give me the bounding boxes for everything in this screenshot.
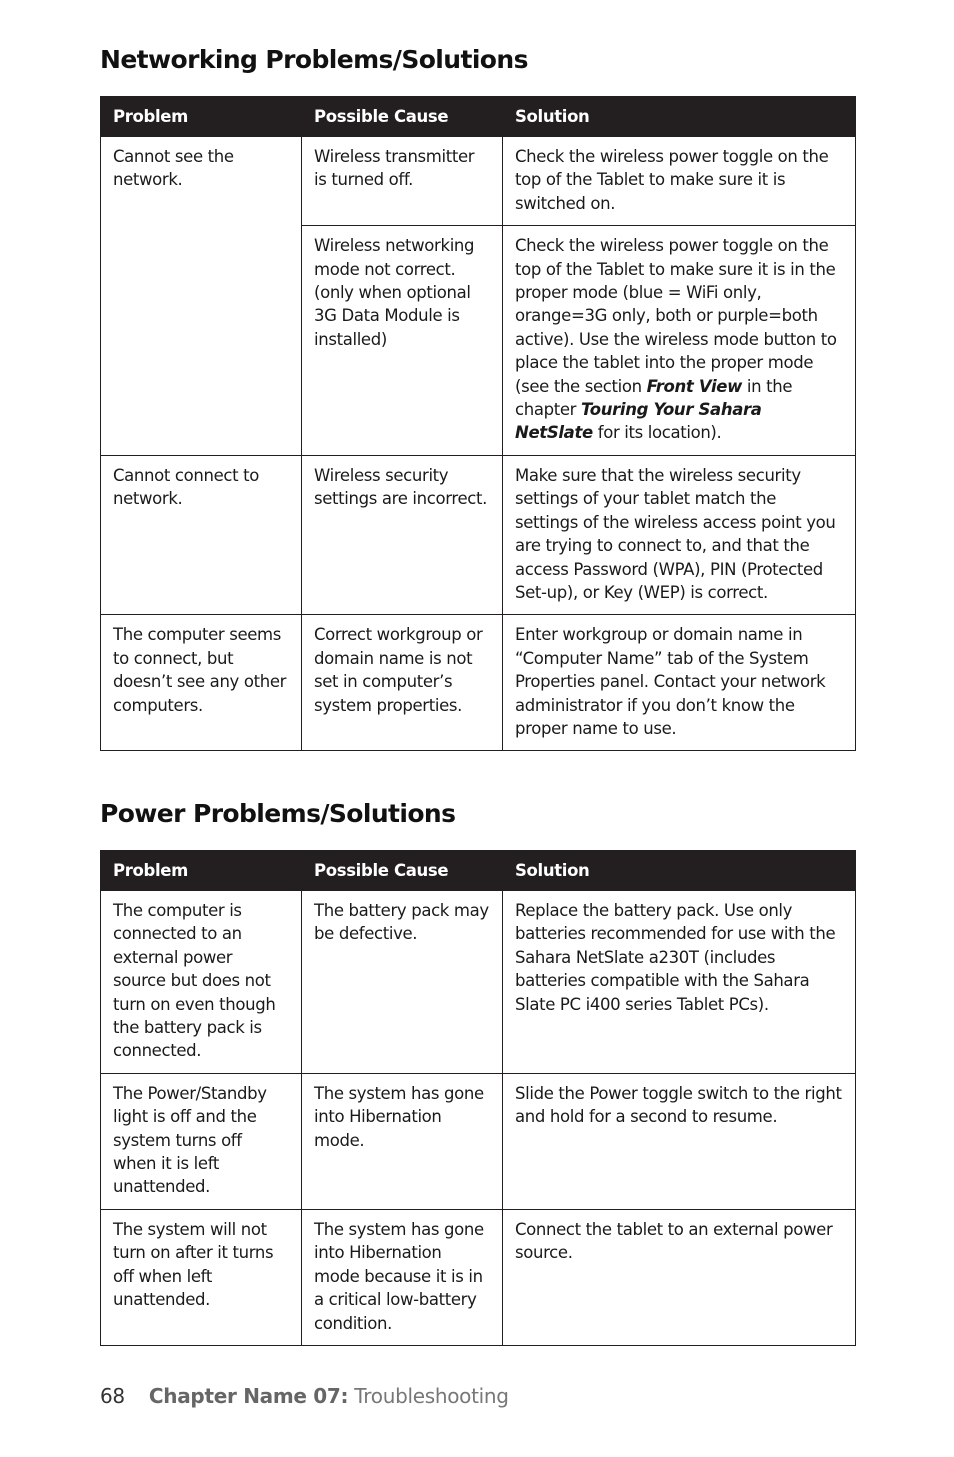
table-row xyxy=(101,455,856,614)
solution-text: for its location). xyxy=(592,423,722,443)
table-row xyxy=(101,1073,856,1209)
solution-cell: Check the wireless power toggle on the top of the Tablet to make sure it is switched on. xyxy=(503,137,856,226)
networking-table xyxy=(100,96,856,751)
problem-cell: The computer is connected to an external power source but does not turn on even though the battery pack is connected. xyxy=(101,891,302,1074)
column-header-solution: Solution xyxy=(503,851,856,891)
power-section-title: Power Problems/Solutions xyxy=(100,799,456,828)
problem-cell: The computer seems to connect, but doesn’t see any other computers. xyxy=(101,615,302,751)
solution-text: Check the wireless power toggle on the top of the Tablet to make sure it is in the proper mode (blue = WiFi only, orange=3G only, both or purple=both active). Use the wireless mode button to place the tablet into the proper mode (see the section xyxy=(515,236,837,396)
chapter-name: Chapter Name 07: xyxy=(148,1384,349,1408)
solution-cell: Make sure that the wireless security settings of your tablet match the settings of the wireless access point you are trying to connect to, and that the access Password (WPA), PIN (Protected Set-up), or Key (WEP) is correct. xyxy=(503,455,856,614)
cause-cell: Wireless security settings are incorrect. xyxy=(302,455,503,614)
table-row xyxy=(101,891,856,1074)
table-header-row xyxy=(101,851,856,891)
networking-section-title: Networking Problems/Solutions xyxy=(100,45,528,74)
problem-cell: The system will not turn on after it turns off when left unattended. xyxy=(101,1209,302,1345)
chapter-reference: Touring Your Sahara NetSlate xyxy=(515,400,762,443)
table-header-row xyxy=(101,97,856,137)
problem-cell: The Power/Standby light is off and the system turns off when it is left unattended. xyxy=(101,1073,302,1209)
column-header-problem: Problem xyxy=(101,97,302,137)
power-table xyxy=(100,850,856,1346)
column-header-cause: Possible Cause xyxy=(302,851,503,891)
cause-cell: Wireless transmitter is turned off. xyxy=(302,137,503,226)
table-row xyxy=(101,615,856,751)
problem-cell: Cannot connect to network. xyxy=(101,455,302,614)
table-row xyxy=(101,1209,856,1345)
table-row xyxy=(101,137,856,226)
section-reference: Front View xyxy=(646,376,743,396)
problem-cell: Cannot see the network. xyxy=(101,137,302,456)
cause-cell: The system has gone into Hibernation mode. xyxy=(302,1073,503,1209)
solution-cell: Enter workgroup or domain name in “Computer Name” tab of the System Properties panel. Contact your network administrator if you don’t know the proper name to use. xyxy=(503,615,856,751)
column-header-solution: Solution xyxy=(503,97,856,137)
page-number: 68 xyxy=(100,1384,125,1408)
cause-cell: The system has gone into Hibernation mode because it is in a critical low-battery condition. xyxy=(302,1209,503,1345)
cause-cell: Correct workgroup or domain name is not set in computer’s system properties. xyxy=(302,615,503,751)
solution-cell: Connect the tablet to an external power source. xyxy=(503,1209,856,1345)
solution-text: in the chapter xyxy=(515,376,793,420)
column-header-cause: Possible Cause xyxy=(302,97,503,137)
cause-cell: Wireless networking mode not correct. (only when optional 3G Data Module is installed) xyxy=(302,226,503,456)
solution-cell: Slide the Power toggle switch to the right and hold for a second to resume. xyxy=(503,1073,856,1209)
chapter-subtitle: Troubleshooting xyxy=(354,1384,509,1408)
solution-cell: Replace the battery pack. Use only batteries recommended for use with the Sahara NetSlate a230T (includes batteries compatible with the Sahara Slate PC i400 series Tablet PCs). xyxy=(503,891,856,1074)
page-footer xyxy=(100,1384,509,1408)
cause-cell: The battery pack may be defective. xyxy=(302,891,503,1074)
column-header-problem: Problem xyxy=(101,851,302,891)
solution-cell xyxy=(503,226,856,456)
